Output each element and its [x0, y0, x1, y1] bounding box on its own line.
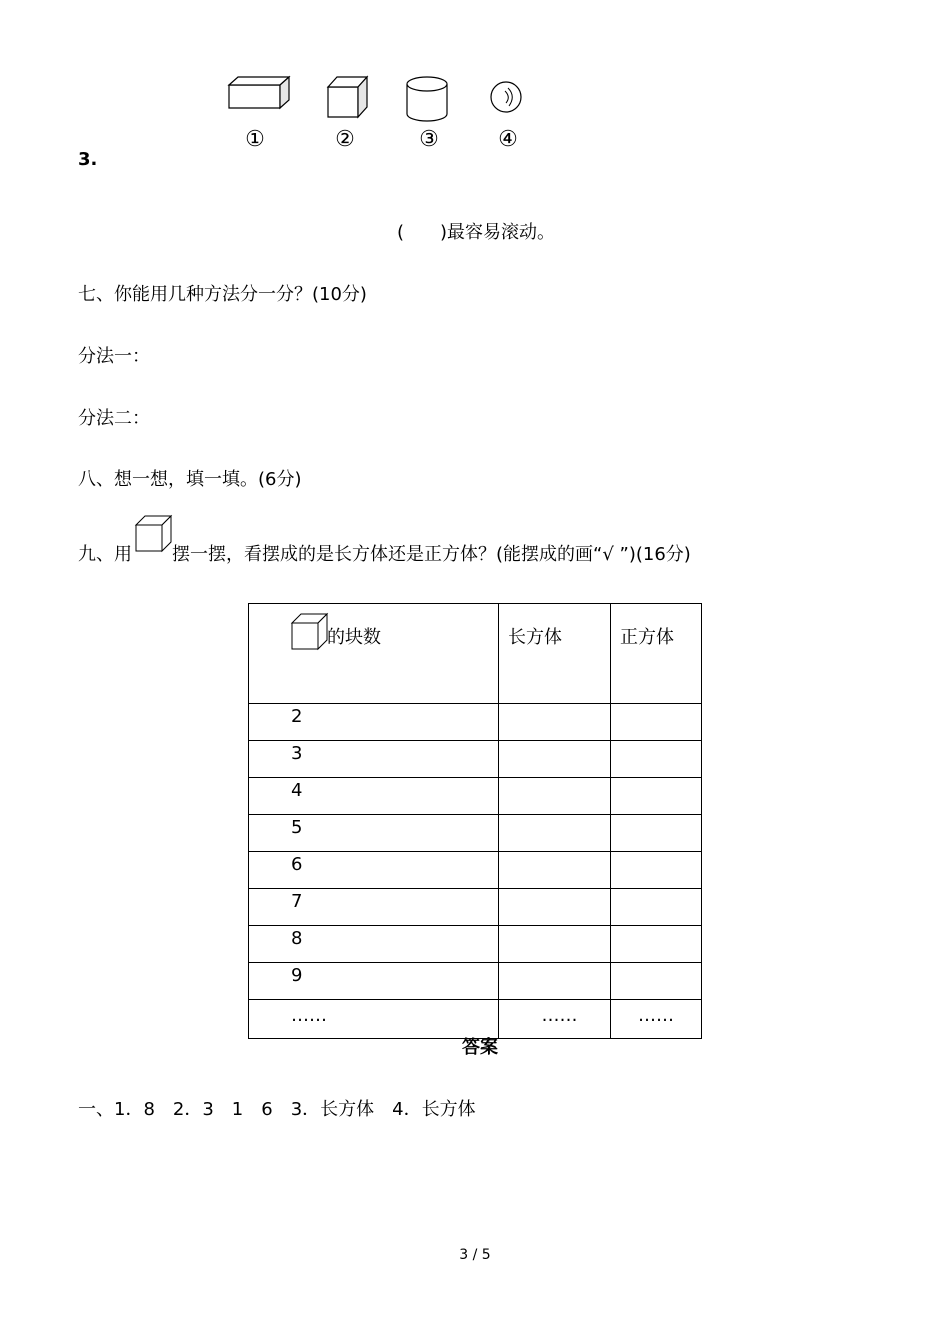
method-2-label: 分法二：	[78, 408, 150, 429]
cube-cell[interactable]	[611, 778, 702, 815]
cube-ellipsis: ……	[611, 1000, 702, 1039]
cube-cell[interactable]	[611, 704, 702, 741]
page-number: 3 / 5	[459, 1247, 491, 1263]
cube-cell[interactable]	[611, 926, 702, 963]
row-count: 7	[249, 889, 499, 926]
cuboid-cell[interactable]	[499, 741, 611, 778]
table-row	[249, 704, 702, 741]
cube-count-table	[248, 603, 702, 1039]
table-row	[249, 741, 702, 778]
method-1-label: 分法一：	[78, 346, 150, 367]
cuboid-cell[interactable]	[499, 926, 611, 963]
row-count: 9	[249, 963, 499, 1000]
cube-cell[interactable]	[611, 963, 702, 1000]
row-count: 2	[249, 704, 499, 741]
cube-cell[interactable]	[611, 852, 702, 889]
row-count: 4	[249, 778, 499, 815]
question-7-title: 七、你能用几种方法分一分？(10分)	[78, 284, 367, 305]
table-row	[249, 889, 702, 926]
shape-label-2: ②	[335, 127, 355, 152]
table-row	[249, 963, 702, 1000]
cube-icon	[134, 514, 174, 554]
question-3-number: 3.	[78, 149, 98, 170]
shape-4-sphere	[488, 79, 524, 115]
header-cuboid: 长方体	[499, 604, 611, 704]
row-count: 3	[249, 741, 499, 778]
shape-2-cube	[326, 74, 370, 120]
cube-cell[interactable]	[611, 815, 702, 852]
answers-title: 答案	[462, 1037, 498, 1058]
cube-icon	[290, 612, 330, 652]
shape-label-1: ①	[245, 127, 265, 152]
question-9-prefix: 九、用	[78, 544, 132, 565]
answers-line-1: 一、1．8 2．3 1 6 3．长方体 4．长方体	[78, 1099, 476, 1120]
question-3-statement: ( )最容易滚动。	[397, 222, 556, 243]
table-row	[249, 1000, 702, 1039]
cube-cell[interactable]	[611, 889, 702, 926]
shape-3-cylinder	[404, 74, 450, 124]
table-row	[249, 926, 702, 963]
table-row	[249, 778, 702, 815]
row-count: 8	[249, 926, 499, 963]
table-row	[249, 815, 702, 852]
cuboid-cell[interactable]	[499, 889, 611, 926]
question-9-text: 摆一摆，看摆成的是长方体还是正方体？(能摆成的画“√ ”)(16分)	[172, 544, 691, 565]
cuboid-cell[interactable]	[499, 963, 611, 1000]
cube-cell[interactable]	[611, 741, 702, 778]
table-row	[249, 852, 702, 889]
cuboid-cell[interactable]	[499, 815, 611, 852]
cuboid-cell[interactable]	[499, 852, 611, 889]
cuboid-cell[interactable]	[499, 704, 611, 741]
shape-label-3: ③	[419, 127, 439, 152]
row-count: 5	[249, 815, 499, 852]
question-8-title: 八、想一想，填一填。(6分)	[78, 469, 302, 490]
header-cube: 正方体	[611, 604, 702, 704]
header-cube-count	[249, 604, 499, 704]
row-count: 6	[249, 852, 499, 889]
shape-label-4: ④	[498, 127, 518, 152]
shape-1-cuboid	[226, 74, 292, 112]
table-header-row	[249, 604, 702, 704]
cuboid-cell[interactable]	[499, 778, 611, 815]
header-cube-count-label: 的块数	[327, 627, 381, 648]
cuboid-ellipsis: ……	[499, 1000, 611, 1039]
row-ellipsis: ……	[249, 1000, 499, 1039]
